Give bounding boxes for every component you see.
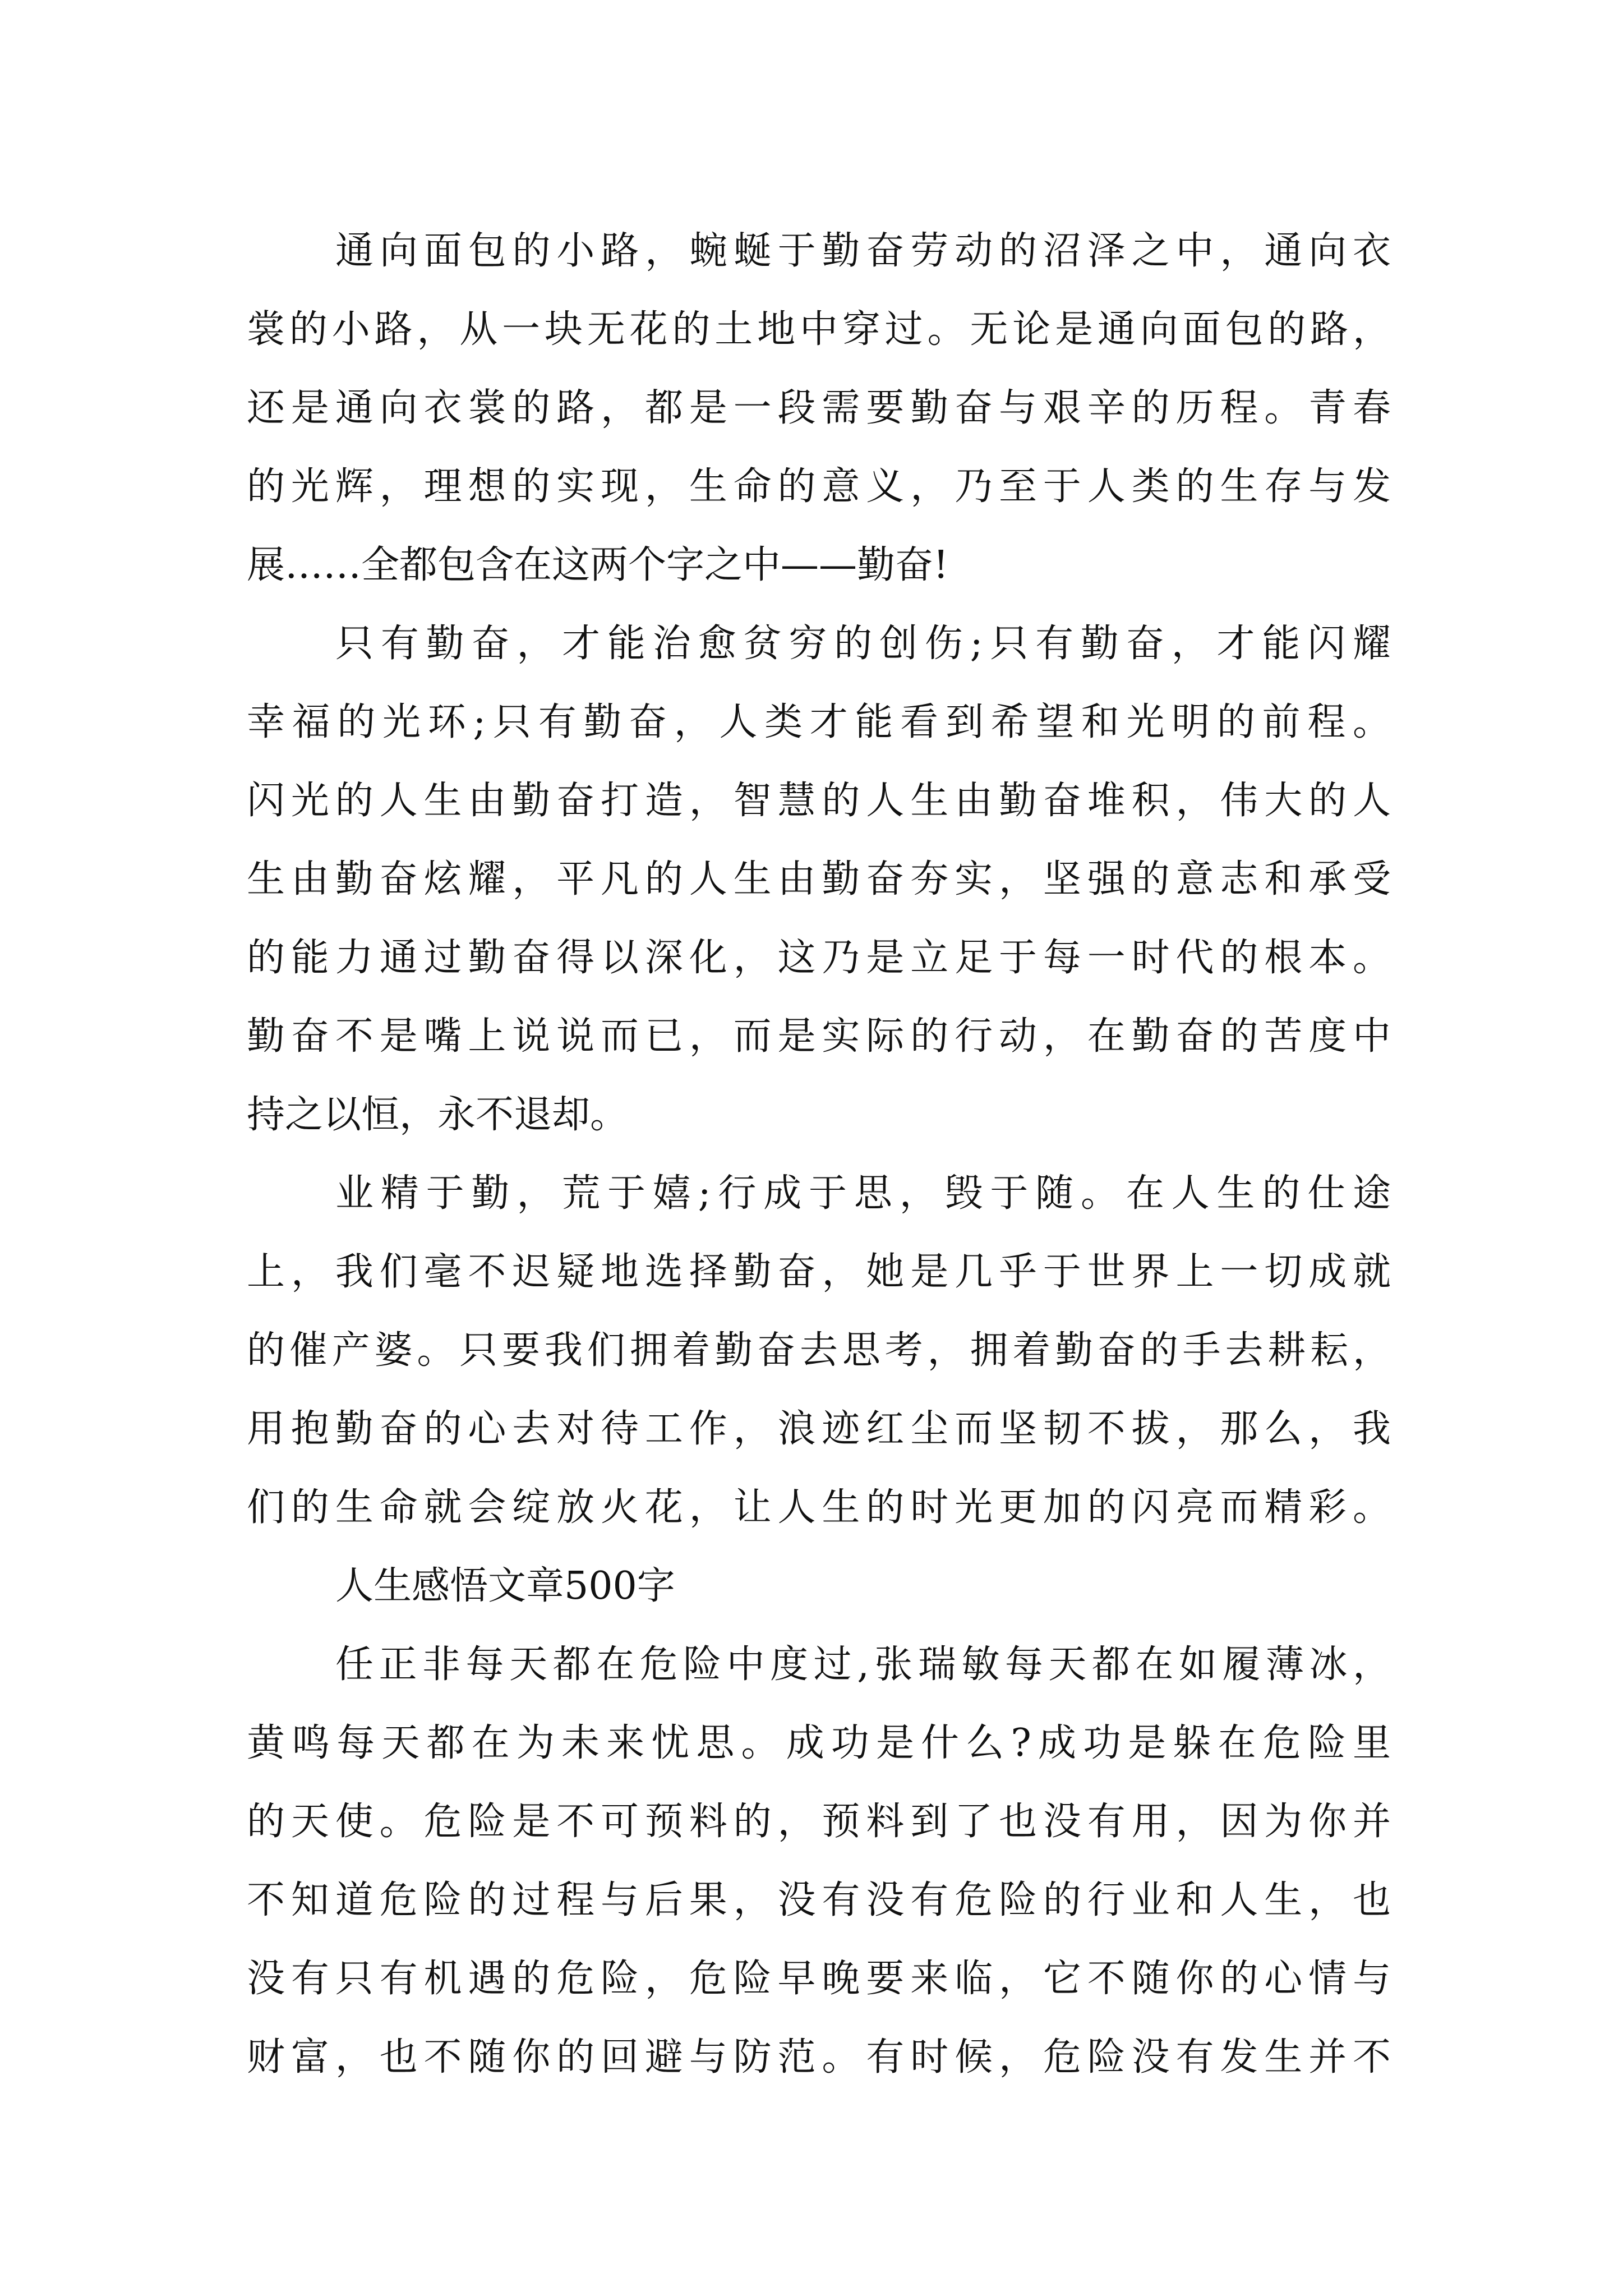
paragraph-2-line-5: 的能力通过勤奋得以深化，这乃是立足于每一时代的根本。 bbox=[247, 936, 1391, 980]
paragraph-2-line-3: 闪光的人生由勤奋打造，智慧的人生由勤奋堆积，伟大的人 bbox=[247, 779, 1391, 823]
paragraph-2-line-1: 只有勤奋，才能治愈贫穷的创伤;只有勤奋，才能闪耀 bbox=[335, 622, 1391, 666]
paragraph-1-line-5: 展……全都包含在这两个字之中——勤奋! bbox=[247, 543, 949, 587]
paragraph-5-line-3: 的天使。危险是不可预料的，预料到了也没有用，因为你并 bbox=[247, 1800, 1391, 1844]
paragraph-2-line-4: 生由勤奋炫耀，平凡的人生由勤奋夯实，坚强的意志和承受 bbox=[247, 857, 1391, 901]
paragraph-1-line-1: 通向面包的小路，蜿蜒于勤奋劳动的沼泽之中，通向衣 bbox=[335, 229, 1391, 273]
paragraph-5-line-2: 黄鸣每天都在为未来忧思。成功是什么?成功是躲在危险里 bbox=[247, 1721, 1391, 1765]
paragraph-5-line-6: 财富，也不随你的回避与防范。有时候，危险没有发生并不 bbox=[247, 2035, 1391, 2079]
paragraph-3-line-1: 业精于勤，荒于嬉;行成于思，毁于随。在人生的仕途 bbox=[335, 1171, 1391, 1216]
paragraph-3-line-2: 上，我们毫不迟疑地选择勤奋，她是几乎于世界上一切成就 bbox=[247, 1250, 1391, 1294]
section-heading: 人生感悟文章500字 bbox=[335, 1564, 675, 1608]
paragraph-5-line-1: 任正非每天都在危险中度过,张瑞敏每天都在如履薄冰， bbox=[335, 1642, 1391, 1687]
paragraph-2-line-7: 持之以恒，永不退却。 bbox=[247, 1093, 629, 1137]
paragraph-3-line-4: 用抱勤奋的心去对待工作，浪迹红尘而坚韧不拔，那么，我 bbox=[247, 1407, 1391, 1451]
paragraph-3-line-3: 的催产婆。只要我们拥着勤奋去思考，拥着勤奋的手去耕耘， bbox=[247, 1328, 1391, 1373]
paragraph-1-line-2: 裳的小路，从一块无花的土地中穿过。无论是通向面包的路， bbox=[247, 307, 1391, 352]
document-body bbox=[247, 212, 1391, 2097]
paragraph-5-line-4: 不知道危险的过程与后果，没有没有危险的行业和人生，也 bbox=[247, 1878, 1391, 1922]
paragraph-1-line-4: 的光辉，理想的实现，生命的意义，乃至于人类的生存与发 bbox=[247, 464, 1391, 509]
paragraph-3-line-5: 们的生命就会绽放火花，让人生的时光更加的闪亮而精彩。 bbox=[247, 1485, 1391, 1530]
paragraph-2-line-2: 幸福的光环;只有勤奋，人类才能看到希望和光明的前程。 bbox=[247, 700, 1391, 744]
paragraph-2-line-6: 勤奋不是嘴上说说而已，而是实际的行动，在勤奋的苦度中 bbox=[247, 1014, 1391, 1059]
paragraph-5-line-5: 没有只有机遇的危险，危险早晚要来临，它不随你的心情与 bbox=[247, 1957, 1391, 2001]
paragraph-1-line-3: 还是通向衣裳的路，都是一段需要勤奋与艰辛的历程。青春 bbox=[247, 386, 1391, 430]
